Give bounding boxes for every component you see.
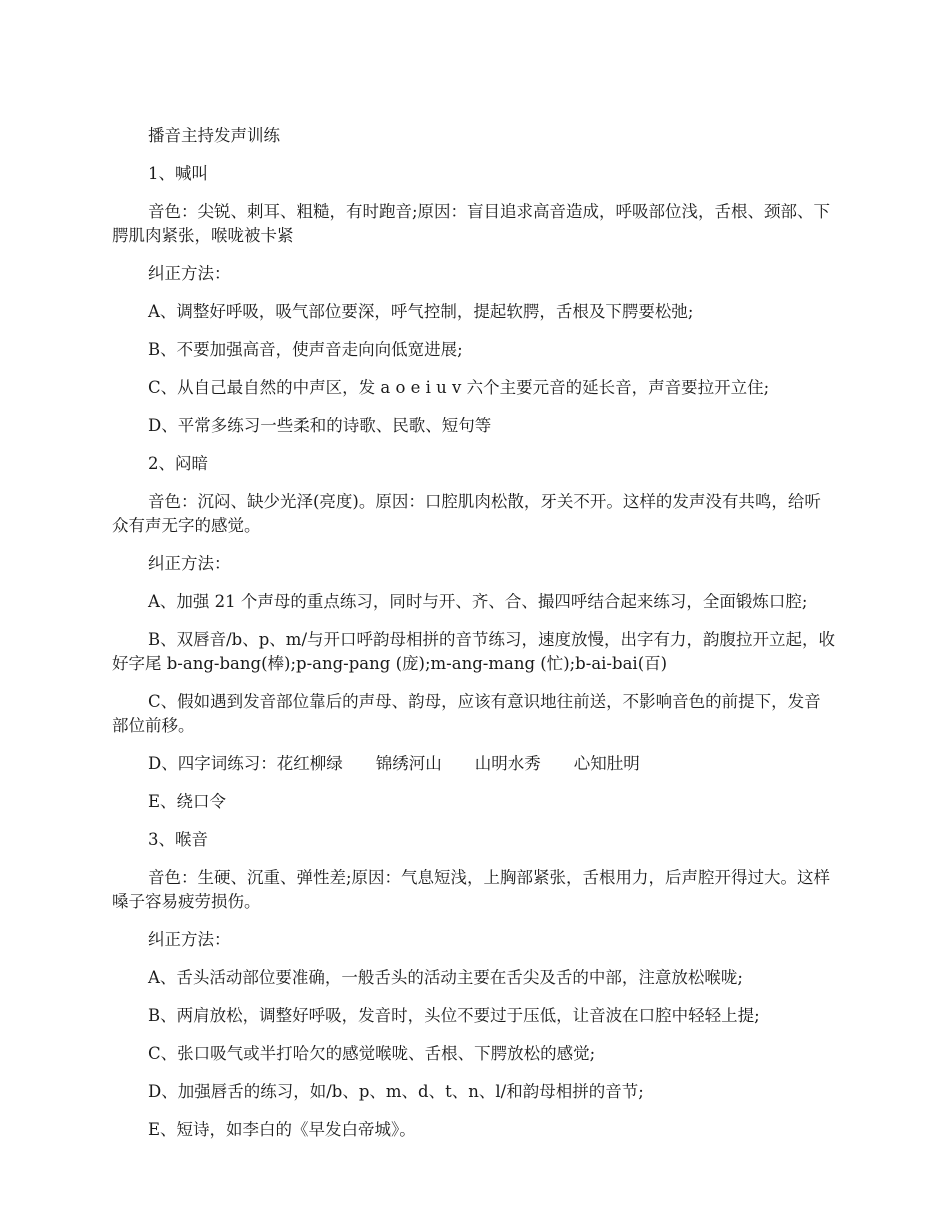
correction-heading: 纠正方法： [148,264,231,283]
paragraph: 音色：尖锐、刺耳、粗糙，有时跑音;原因：盲目追求高音造成，呼吸部位浅，舌根、颈部、下腭肌肉紧张，喉咙被卡紧 [112,202,831,245]
paragraph: 音色：沉闷、缺少光泽(亮度)。原因：口腔肌肉松散，牙关不开。这样的发声没有共鸣，给听众有声无字的感觉。 [112,492,821,535]
list-item: A、舌头活动部位要准确，一般舌头的活动主要在舌尖及舌的中部，注意放松喉咙; [148,968,743,987]
list-item: B、两肩放松，调整好呼吸，发音时，头位不要过于压低，让音波在口腔中轻轻上提; [148,1006,760,1025]
paragraph: 音色：生硬、沉重、弹性差;原因：气息短浅，上胸部紧张，舌根用力，后声腔开得过大。这样嗓子容易疲劳损伤。 [112,868,831,911]
correction-heading: 纠正方法： [148,930,231,949]
correction-heading: 纠正方法： [148,554,231,573]
list-item: D、平常多练习一些柔和的诗歌、民歌、短句等 [148,416,492,435]
list-item: E、短诗，如李白的《早发白帝城》。 [148,1120,416,1139]
section-heading-1: 1、喊叫 [148,164,208,183]
list-item: D、四字词练习：花红柳绿 锦绣河山 山明水秀 心知肚明 [148,754,640,773]
list-item: C、从自己最自然的中声区，发 a o e i u v 六个主要元音的延长音，声音要拉开立住; [148,378,770,397]
document-title: 播音主持发声训练 [148,126,280,145]
list-item: A、加强 21 个声母的重点练习，同时与开、齐、合、撮四呼结合起来练习，全面锻炼口腔; [148,592,808,611]
list-item: B、双唇音/b、p、m/与开口呼韵母相拼的音节练习，速度放慢，出字有力，韵腹拉开立起，收好字尾 b-ang-bang(棒);p-ang-pang (庞);m-ang-mang (忙);b-ai-bai(百) [112,630,836,673]
list-item: C、假如遇到发音部位靠后的声母、韵母，应该有意识地往前送，不影响音色的前提下，发音部位前移。 [112,692,821,735]
document-body [112,124,836,1156]
list-item: A、调整好呼吸，吸气部位要深，呼气控制，提起软腭，舌根及下腭要松弛; [148,302,694,321]
section-heading-3: 3、喉音 [148,830,208,849]
list-item: B、不要加强高音，使声音走向向低宽进展; [148,340,463,359]
list-item: E、绕口令 [148,792,227,811]
list-item: D、加强唇舌的练习，如/b、p、m、d、t、n、l/和韵母相拼的音节; [148,1082,644,1101]
list-item: C、张口吸气或半打哈欠的感觉喉咙、舌根、下腭放松的感觉; [148,1044,596,1063]
section-heading-2: 2、闷暗 [148,454,208,473]
